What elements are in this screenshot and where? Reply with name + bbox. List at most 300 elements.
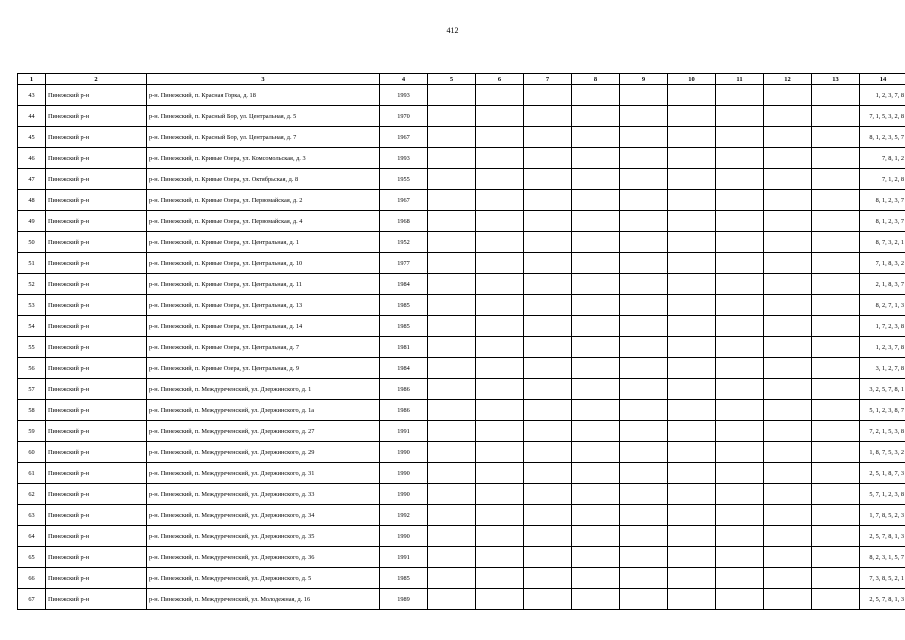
empty-cell — [524, 190, 572, 211]
empty-cell — [668, 211, 716, 232]
empty-cell — [812, 106, 860, 127]
row-number-cell: 54 — [18, 316, 46, 337]
year-cell: 1991 — [380, 547, 428, 568]
empty-cell — [764, 190, 812, 211]
empty-cell — [476, 106, 524, 127]
district-cell: Пинежский р-н — [46, 148, 147, 169]
table-row — [18, 106, 905, 127]
empty-cell — [524, 484, 572, 505]
column-header: 7 — [524, 74, 572, 85]
column-header: 5 — [428, 74, 476, 85]
empty-cell — [428, 568, 476, 589]
empty-cell — [764, 337, 812, 358]
empty-cell — [572, 148, 620, 169]
empty-cell — [476, 547, 524, 568]
table-row — [18, 127, 905, 148]
empty-cell — [812, 337, 860, 358]
empty-cell — [668, 316, 716, 337]
empty-cell — [476, 379, 524, 400]
empty-cell — [428, 85, 476, 106]
empty-cell — [668, 253, 716, 274]
column-header: 3 — [147, 74, 380, 85]
codes-cell: 1, 2, 3, 7, 8 — [860, 85, 905, 106]
empty-cell — [572, 421, 620, 442]
row-number-cell: 60 — [18, 442, 46, 463]
row-number-cell: 61 — [18, 463, 46, 484]
table-row — [18, 358, 905, 379]
empty-cell — [428, 148, 476, 169]
empty-cell — [764, 547, 812, 568]
address-cell: р-н. Пинежский, п. Междуреченский, ул. Дзержинского, д. 27 — [147, 421, 380, 442]
empty-cell — [620, 295, 668, 316]
empty-cell — [716, 400, 764, 421]
table-row — [18, 85, 905, 106]
empty-cell — [572, 253, 620, 274]
row-number-cell: 63 — [18, 505, 46, 526]
empty-cell — [764, 568, 812, 589]
empty-cell — [668, 421, 716, 442]
empty-cell — [812, 421, 860, 442]
district-cell: Пинежский р-н — [46, 547, 147, 568]
empty-cell — [716, 106, 764, 127]
empty-cell — [812, 295, 860, 316]
address-cell: р-н. Пинежский, п. Кривые Озера, ул. Центральная, д. 1 — [147, 232, 380, 253]
year-cell: 1993 — [380, 85, 428, 106]
empty-cell — [572, 232, 620, 253]
empty-cell — [764, 211, 812, 232]
empty-cell — [668, 547, 716, 568]
empty-cell — [716, 127, 764, 148]
empty-cell — [668, 295, 716, 316]
address-cell: р-н. Пинежский, п. Кривые Озера, ул. Центральная, д. 13 — [147, 295, 380, 316]
table-row — [18, 295, 905, 316]
empty-cell — [668, 526, 716, 547]
year-cell: 1990 — [380, 463, 428, 484]
empty-cell — [764, 169, 812, 190]
row-number-cell: 43 — [18, 85, 46, 106]
year-cell: 1967 — [380, 190, 428, 211]
empty-cell — [428, 400, 476, 421]
empty-cell — [668, 232, 716, 253]
district-cell: Пинежский р-н — [46, 211, 147, 232]
empty-cell — [620, 232, 668, 253]
empty-cell — [812, 463, 860, 484]
empty-cell — [620, 337, 668, 358]
empty-cell — [572, 442, 620, 463]
empty-cell — [620, 589, 668, 610]
district-cell: Пинежский р-н — [46, 169, 147, 190]
empty-cell — [716, 358, 764, 379]
empty-cell — [716, 421, 764, 442]
empty-cell — [524, 463, 572, 484]
row-number-cell: 66 — [18, 568, 46, 589]
empty-cell — [668, 379, 716, 400]
empty-cell — [476, 127, 524, 148]
empty-cell — [572, 211, 620, 232]
year-cell: 1985 — [380, 568, 428, 589]
empty-cell — [524, 274, 572, 295]
empty-cell — [716, 526, 764, 547]
empty-cell — [668, 169, 716, 190]
address-cell: р-н. Пинежский, п. Красный Бор, ул. Центральная, д. 7 — [147, 127, 380, 148]
table-row — [18, 316, 905, 337]
empty-cell — [476, 337, 524, 358]
codes-cell: 5, 1, 2, 3, 8, 7 — [860, 400, 905, 421]
address-cell: р-н. Пинежский, п. Кривые Озера, ул. Центральная, д. 10 — [147, 253, 380, 274]
empty-cell — [572, 190, 620, 211]
empty-cell — [668, 442, 716, 463]
empty-cell — [716, 337, 764, 358]
empty-cell — [812, 211, 860, 232]
year-cell: 1955 — [380, 169, 428, 190]
year-cell: 1984 — [380, 274, 428, 295]
column-header: 4 — [380, 74, 428, 85]
empty-cell — [668, 274, 716, 295]
row-number-cell: 48 — [18, 190, 46, 211]
address-cell: р-н. Пинежский, п. Междуреченский, ул. Молодежная, д. 16 — [147, 589, 380, 610]
year-cell: 1990 — [380, 442, 428, 463]
empty-cell — [620, 379, 668, 400]
empty-cell — [476, 421, 524, 442]
empty-cell — [572, 484, 620, 505]
address-cell: р-н. Пинежский, п. Кривые Озера, ул. Первомайская, д. 2 — [147, 190, 380, 211]
empty-cell — [620, 505, 668, 526]
empty-cell — [716, 589, 764, 610]
codes-cell: 1, 7, 8, 5, 2, 3 — [860, 505, 905, 526]
empty-cell — [764, 295, 812, 316]
empty-cell — [716, 505, 764, 526]
row-number-cell: 50 — [18, 232, 46, 253]
empty-cell — [524, 526, 572, 547]
district-cell: Пинежский р-н — [46, 421, 147, 442]
column-header: 10 — [668, 74, 716, 85]
empty-cell — [572, 169, 620, 190]
row-number-cell: 56 — [18, 358, 46, 379]
empty-cell — [812, 379, 860, 400]
codes-cell: 7, 1, 8, 3, 2 — [860, 253, 905, 274]
year-cell: 1952 — [380, 232, 428, 253]
empty-cell — [764, 148, 812, 169]
empty-cell — [764, 106, 812, 127]
address-cell: р-н. Пинежский, п. Кривые Озера, ул. Центральная, д. 9 — [147, 358, 380, 379]
district-cell: Пинежский р-н — [46, 316, 147, 337]
empty-cell — [812, 568, 860, 589]
district-cell: Пинежский р-н — [46, 589, 147, 610]
empty-cell — [812, 505, 860, 526]
empty-cell — [812, 526, 860, 547]
row-number-cell: 65 — [18, 547, 46, 568]
empty-cell — [716, 274, 764, 295]
empty-cell — [620, 568, 668, 589]
empty-cell — [524, 232, 572, 253]
empty-cell — [764, 358, 812, 379]
empty-cell — [668, 400, 716, 421]
empty-cell — [668, 190, 716, 211]
empty-cell — [764, 253, 812, 274]
table-row — [18, 547, 905, 568]
row-number-cell: 59 — [18, 421, 46, 442]
empty-cell — [572, 463, 620, 484]
empty-cell — [764, 379, 812, 400]
empty-cell — [764, 526, 812, 547]
empty-cell — [620, 85, 668, 106]
empty-cell — [572, 547, 620, 568]
district-cell: Пинежский р-н — [46, 505, 147, 526]
year-cell: 1993 — [380, 148, 428, 169]
empty-cell — [476, 442, 524, 463]
codes-cell: 1, 2, 3, 7, 8 — [860, 337, 905, 358]
table-row — [18, 337, 905, 358]
year-cell: 1992 — [380, 505, 428, 526]
table-row — [18, 148, 905, 169]
year-cell: 1968 — [380, 211, 428, 232]
empty-cell — [572, 505, 620, 526]
district-cell: Пинежский р-н — [46, 463, 147, 484]
codes-cell: 1, 8, 7, 5, 3, 2 — [860, 442, 905, 463]
empty-cell — [812, 589, 860, 610]
row-number-cell: 46 — [18, 148, 46, 169]
empty-cell — [620, 106, 668, 127]
empty-cell — [428, 484, 476, 505]
address-cell: р-н. Пинежский, п. Междуреченский, ул. Дзержинского, д. 36 — [147, 547, 380, 568]
empty-cell — [476, 169, 524, 190]
empty-cell — [620, 400, 668, 421]
empty-cell — [524, 589, 572, 610]
empty-cell — [812, 400, 860, 421]
row-number-cell: 52 — [18, 274, 46, 295]
empty-cell — [716, 442, 764, 463]
empty-cell — [764, 589, 812, 610]
empty-cell — [620, 127, 668, 148]
empty-cell — [476, 463, 524, 484]
empty-cell — [572, 337, 620, 358]
year-cell: 1989 — [380, 589, 428, 610]
empty-cell — [620, 211, 668, 232]
codes-cell: 8, 1, 2, 3, 5, 7 — [860, 127, 905, 148]
year-cell: 1986 — [380, 400, 428, 421]
empty-cell — [428, 211, 476, 232]
empty-cell — [572, 127, 620, 148]
table-row — [18, 505, 905, 526]
register-table — [17, 73, 905, 610]
district-cell: Пинежский р-н — [46, 484, 147, 505]
empty-cell — [812, 358, 860, 379]
year-cell: 1990 — [380, 484, 428, 505]
empty-cell — [476, 316, 524, 337]
row-number-cell: 67 — [18, 589, 46, 610]
empty-cell — [812, 169, 860, 190]
row-number-cell: 58 — [18, 400, 46, 421]
empty-cell — [620, 463, 668, 484]
empty-cell — [620, 148, 668, 169]
codes-cell: 3, 2, 5, 7, 8, 1 — [860, 379, 905, 400]
address-cell: р-н. Пинежский, п. Междуреченский, ул. Дзержинского, д. 31 — [147, 463, 380, 484]
row-number-cell: 57 — [18, 379, 46, 400]
column-header: 9 — [620, 74, 668, 85]
empty-cell — [668, 337, 716, 358]
empty-cell — [572, 379, 620, 400]
district-cell: Пинежский р-н — [46, 232, 147, 253]
empty-cell — [716, 232, 764, 253]
empty-cell — [716, 568, 764, 589]
empty-cell — [764, 127, 812, 148]
column-header: 13 — [812, 74, 860, 85]
codes-cell: 7, 1, 2, 8 — [860, 169, 905, 190]
district-cell: Пинежский р-н — [46, 274, 147, 295]
address-cell: р-н. Пинежский, п. Красный Бор, ул. Центральная, д. 5 — [147, 106, 380, 127]
empty-cell — [524, 85, 572, 106]
codes-cell: 5, 7, 1, 2, 3, 8 — [860, 484, 905, 505]
empty-cell — [716, 295, 764, 316]
district-cell: Пинежский р-н — [46, 358, 147, 379]
empty-cell — [476, 232, 524, 253]
table-row — [18, 211, 905, 232]
empty-cell — [668, 484, 716, 505]
district-cell: Пинежский р-н — [46, 568, 147, 589]
empty-cell — [668, 148, 716, 169]
empty-cell — [620, 442, 668, 463]
row-number-cell: 47 — [18, 169, 46, 190]
empty-cell — [812, 316, 860, 337]
codes-cell: 7, 2, 1, 5, 3, 8 — [860, 421, 905, 442]
empty-cell — [668, 463, 716, 484]
address-cell: р-н. Пинежский, п. Кривые Озера, ул. Первомайская, д. 4 — [147, 211, 380, 232]
empty-cell — [716, 211, 764, 232]
district-cell: Пинежский р-н — [46, 253, 147, 274]
empty-cell — [812, 253, 860, 274]
table-row — [18, 442, 905, 463]
empty-cell — [428, 253, 476, 274]
empty-cell — [812, 274, 860, 295]
column-header: 11 — [716, 74, 764, 85]
empty-cell — [476, 358, 524, 379]
empty-cell — [572, 106, 620, 127]
address-cell: р-н. Пинежский, п. Междуреченский, ул. Дзержинского, д. 35 — [147, 526, 380, 547]
codes-cell: 2, 5, 1, 8, 7, 3 — [860, 463, 905, 484]
table-row — [18, 274, 905, 295]
page-number: 412 — [446, 26, 459, 35]
empty-cell — [812, 232, 860, 253]
empty-cell — [476, 190, 524, 211]
empty-cell — [572, 295, 620, 316]
empty-cell — [812, 442, 860, 463]
empty-cell — [716, 190, 764, 211]
empty-cell — [428, 127, 476, 148]
year-cell: 1977 — [380, 253, 428, 274]
empty-cell — [428, 274, 476, 295]
column-header: 12 — [764, 74, 812, 85]
empty-cell — [572, 589, 620, 610]
empty-cell — [572, 274, 620, 295]
empty-cell — [620, 253, 668, 274]
district-cell: Пинежский р-н — [46, 337, 147, 358]
column-header: 14 — [860, 74, 905, 85]
codes-cell: 7, 8, 1, 2 — [860, 148, 905, 169]
empty-cell — [764, 85, 812, 106]
empty-cell — [476, 148, 524, 169]
column-header: 8 — [572, 74, 620, 85]
address-cell: р-н. Пинежский, п. Междуреченский, ул. Дзержинского, д. 1 — [147, 379, 380, 400]
empty-cell — [668, 568, 716, 589]
table-row — [18, 568, 905, 589]
address-cell: р-н. Пинежский, п. Междуреченский, ул. Дзержинского, д. 5 — [147, 568, 380, 589]
empty-cell — [668, 106, 716, 127]
empty-cell — [428, 547, 476, 568]
table-row — [18, 253, 905, 274]
table-row — [18, 421, 905, 442]
codes-cell: 8, 1, 2, 3, 7 — [860, 211, 905, 232]
empty-cell — [476, 589, 524, 610]
empty-cell — [524, 337, 572, 358]
empty-cell — [476, 295, 524, 316]
district-cell: Пинежский р-н — [46, 295, 147, 316]
empty-cell — [812, 127, 860, 148]
empty-cell — [572, 568, 620, 589]
empty-cell — [524, 568, 572, 589]
codes-cell: 7, 3, 8, 5, 2, 1 — [860, 568, 905, 589]
empty-cell — [668, 85, 716, 106]
codes-cell: 3, 1, 2, 7, 8 — [860, 358, 905, 379]
address-cell: р-н. Пинежский, п. Междуреченский, ул. Дзержинского, д. 29 — [147, 442, 380, 463]
table-row — [18, 484, 905, 505]
empty-cell — [716, 484, 764, 505]
empty-cell — [764, 274, 812, 295]
empty-cell — [572, 358, 620, 379]
empty-cell — [476, 484, 524, 505]
empty-cell — [476, 568, 524, 589]
year-cell: 1985 — [380, 316, 428, 337]
empty-cell — [716, 169, 764, 190]
empty-cell — [572, 400, 620, 421]
column-header: 6 — [476, 74, 524, 85]
district-cell: Пинежский р-н — [46, 442, 147, 463]
column-header: 2 — [46, 74, 147, 85]
district-cell: Пинежский р-н — [46, 106, 147, 127]
empty-cell — [428, 442, 476, 463]
empty-cell — [428, 589, 476, 610]
codes-cell: 8, 2, 7, 1, 3 — [860, 295, 905, 316]
empty-cell — [428, 232, 476, 253]
address-cell: р-н. Пинежский, п. Кривые Озера, ул. Комсомольская, д. 3 — [147, 148, 380, 169]
codes-cell: 8, 7, 3, 2, 1 — [860, 232, 905, 253]
row-number-cell: 64 — [18, 526, 46, 547]
empty-cell — [476, 211, 524, 232]
table-row — [18, 463, 905, 484]
district-cell: Пинежский р-н — [46, 400, 147, 421]
row-number-cell: 51 — [18, 253, 46, 274]
codes-cell: 2, 5, 7, 8, 1, 3 — [860, 526, 905, 547]
empty-cell — [524, 400, 572, 421]
district-cell: Пинежский р-н — [46, 85, 147, 106]
empty-cell — [764, 505, 812, 526]
empty-cell — [764, 232, 812, 253]
empty-cell — [476, 253, 524, 274]
empty-cell — [620, 274, 668, 295]
empty-cell — [764, 463, 812, 484]
table-row — [18, 526, 905, 547]
empty-cell — [620, 526, 668, 547]
empty-cell — [668, 127, 716, 148]
empty-cell — [428, 358, 476, 379]
empty-cell — [812, 85, 860, 106]
empty-cell — [620, 484, 668, 505]
empty-cell — [428, 295, 476, 316]
empty-cell — [620, 547, 668, 568]
empty-cell — [428, 421, 476, 442]
empty-cell — [620, 169, 668, 190]
empty-cell — [428, 526, 476, 547]
district-cell: Пинежский р-н — [46, 526, 147, 547]
